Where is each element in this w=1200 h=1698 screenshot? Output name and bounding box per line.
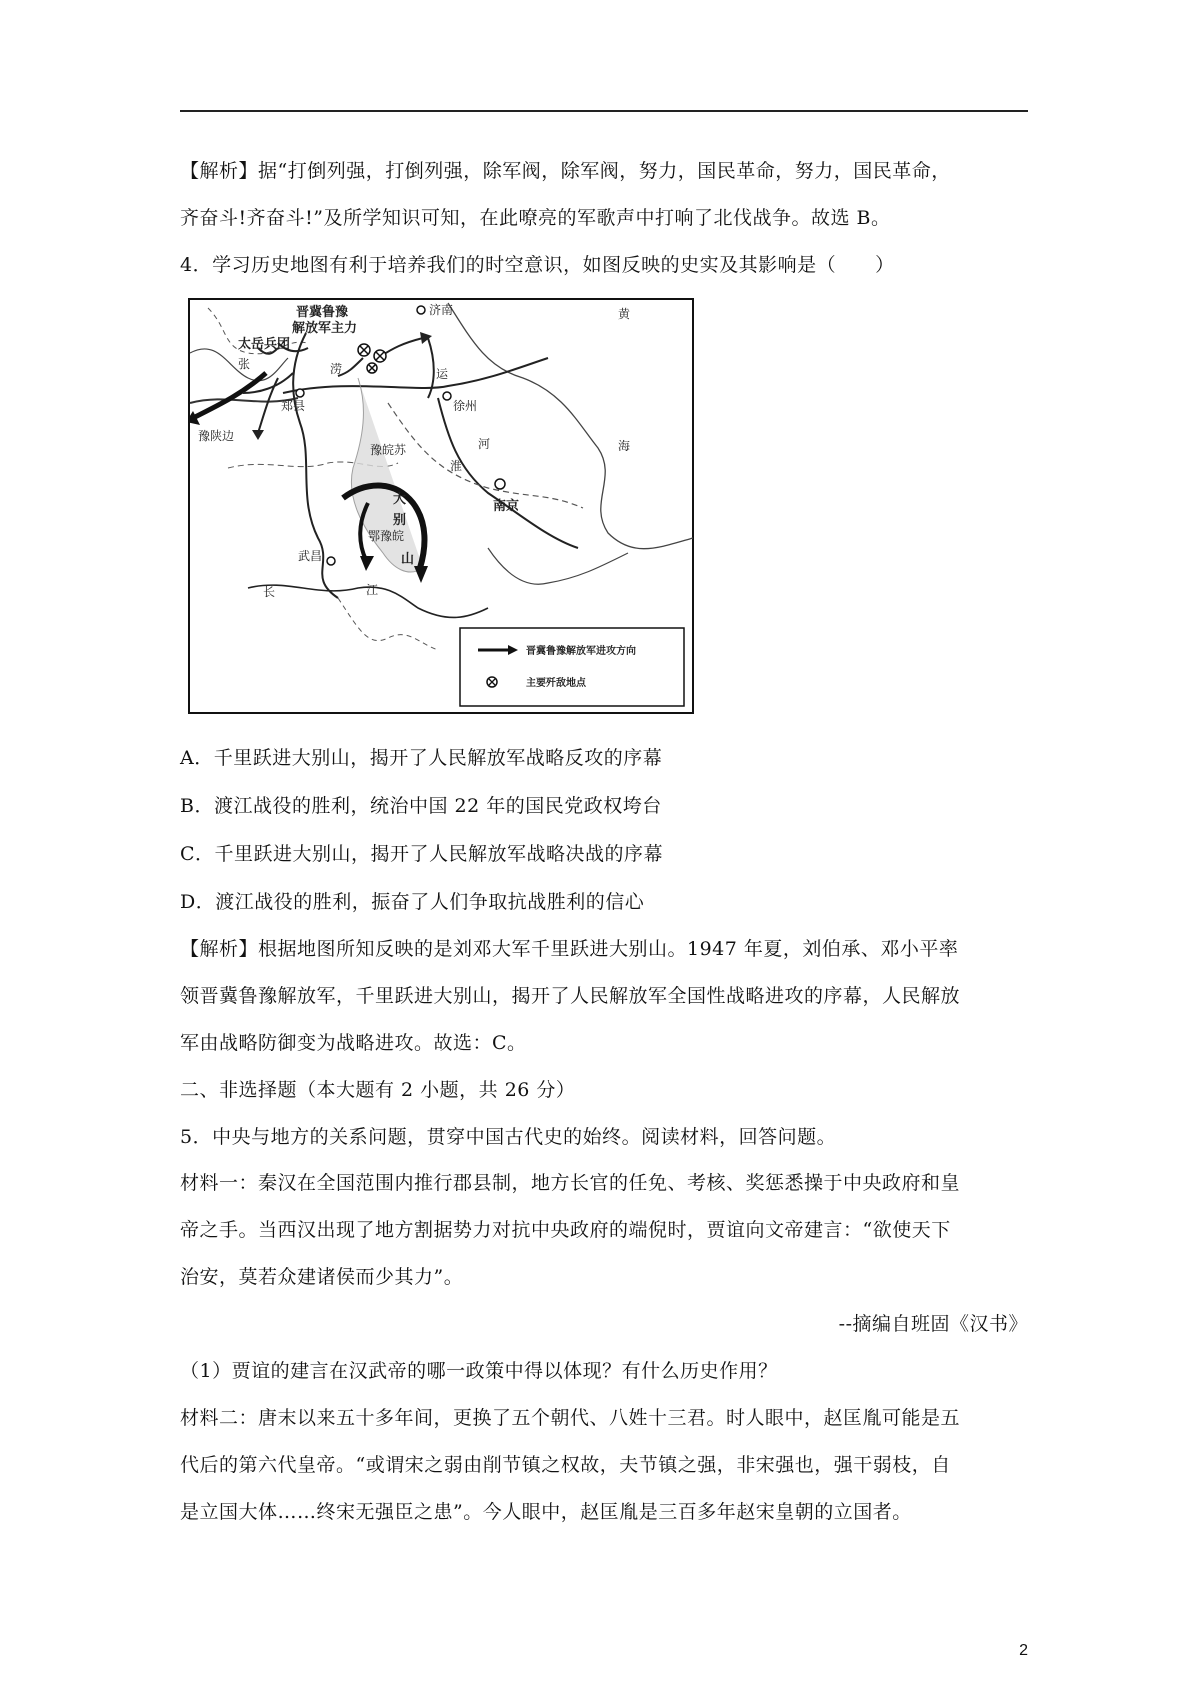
label-zhengxian: 郑县 — [281, 399, 306, 413]
material1-line2: 帝之手。当西汉出现了地方割据势力对抗中央政府的端倪时，贾谊向文帝建言：“欲使天下 — [180, 1219, 951, 1241]
label-chang: 长 — [263, 585, 276, 599]
option-d: D．渡江战役的胜利，振奋了人们争取抗战胜利的信心 — [180, 891, 645, 913]
analysis2-line2: 领晋冀鲁豫解放军，千里跃进大别山，揭开了人民解放军全国性战略进攻的序幕，人民解放 — [180, 985, 961, 1007]
label-xuzhou: 徐州 — [453, 399, 478, 413]
analysis1-line2: 齐奋斗!齐奋斗!”及所学知识可知，在此嘹亮的军歌声中打响了北伐战争。故选 B。 — [180, 207, 891, 229]
material1-line3: 治安，莫若众建诸侯而少其力”。 — [180, 1266, 464, 1288]
analysis1-line1: 【解析】据“打倒列强，打倒列强，除军阀，除军阀，努力，国民革命，努力，国民革命， — [180, 160, 951, 182]
question4-stem: 4．学习历史地图有利于培养我们的时空意识，如图反映的史实及其影响是（ ） — [180, 254, 895, 276]
label-hai: 海 — [618, 439, 631, 453]
question5-stem: 5．中央与地方的关系问题，贯穿中国古代史的始终。阅读材料，回答问题。 — [180, 1126, 837, 1148]
header-rule — [180, 110, 1028, 112]
label-jinan: 济南 — [429, 303, 454, 317]
label-army-line1: 晋冀鲁豫 — [296, 305, 349, 320]
option-a: A．千里跃进大别山，揭开了人民解放军战略反攻的序幕 — [180, 747, 663, 769]
label-huai: 淮 — [450, 459, 463, 473]
label-lao: 涝 — [330, 362, 343, 376]
legend-battle-label: 主要歼敌地点 — [526, 678, 586, 689]
page-number: 2 — [1019, 1642, 1028, 1659]
label-nanjing: 南京 — [493, 499, 520, 514]
label-yushaan: 豫陕边 — [198, 429, 235, 443]
analysis2-line3: 军由战略防御变为战略进攻。故选：C。 — [180, 1032, 527, 1054]
label-yuwansu: 豫皖苏 — [370, 443, 407, 457]
label-wuchang: 武昌 — [298, 549, 323, 563]
question5-sub1: （1）贾谊的建言在汉武帝的哪一政策中得以体现？有什么历史作用？ — [180, 1360, 778, 1382]
material2-line2: 代后的第六代皇帝。“或谓宋之弱由削节镇之权故，夫节镇之强，非宋强也，强干弱枝，自 — [180, 1454, 951, 1476]
legend-arrow-label: 晋冀鲁豫解放军进攻方向 — [526, 646, 636, 657]
label-taiyue: 太岳兵团 — [238, 337, 291, 352]
label-yun: 运 — [436, 367, 449, 381]
material1-line1: 材料一：秦汉在全国范围内推行郡县制，地方长官的任免、考核、奖惩悉操于中央政府和皇 — [180, 1172, 961, 1194]
material2-line3: 是立国大体……终宋无强臣之患”。今人眼中，赵匡胤是三百多年赵宋皇朝的立国者。 — [180, 1501, 912, 1523]
label-bie: 别 — [393, 513, 407, 528]
option-b: B．渡江战役的胜利，统治中国 22 年的国民党政权垮台 — [180, 795, 662, 817]
label-shan: 山 — [401, 552, 415, 567]
label-army-line2: 解放军主力 — [292, 321, 358, 336]
option-c: C．千里跃进大别山，揭开了人民解放军战略决战的序幕 — [180, 843, 664, 865]
section2-heading: 二、非选择题（本大题有 2 小题，共 26 分） — [180, 1079, 576, 1101]
label-zhang: 张 — [238, 357, 251, 371]
material1-source: --摘编自班固《汉书》 — [838, 1313, 1028, 1335]
label-huang: 黄 — [618, 307, 631, 321]
label-ebianwan: 鄂豫皖 — [368, 529, 405, 543]
historical-map — [188, 298, 694, 714]
material2-line1: 材料二：唐末以来五十多年间，更换了五个朝代、八姓十三君。时人眼中，赵匡胤可能是五 — [180, 1407, 961, 1429]
label-jiang: 江 — [366, 583, 379, 597]
map-legend — [460, 628, 684, 706]
label-da: 大 — [393, 492, 407, 507]
label-he: 河 — [478, 437, 491, 451]
analysis2-line1: 【解析】根据地图所知反映的是刘邓大军千里跃进大别山。1947 年夏，刘伯承、邓小平率 — [180, 938, 959, 960]
